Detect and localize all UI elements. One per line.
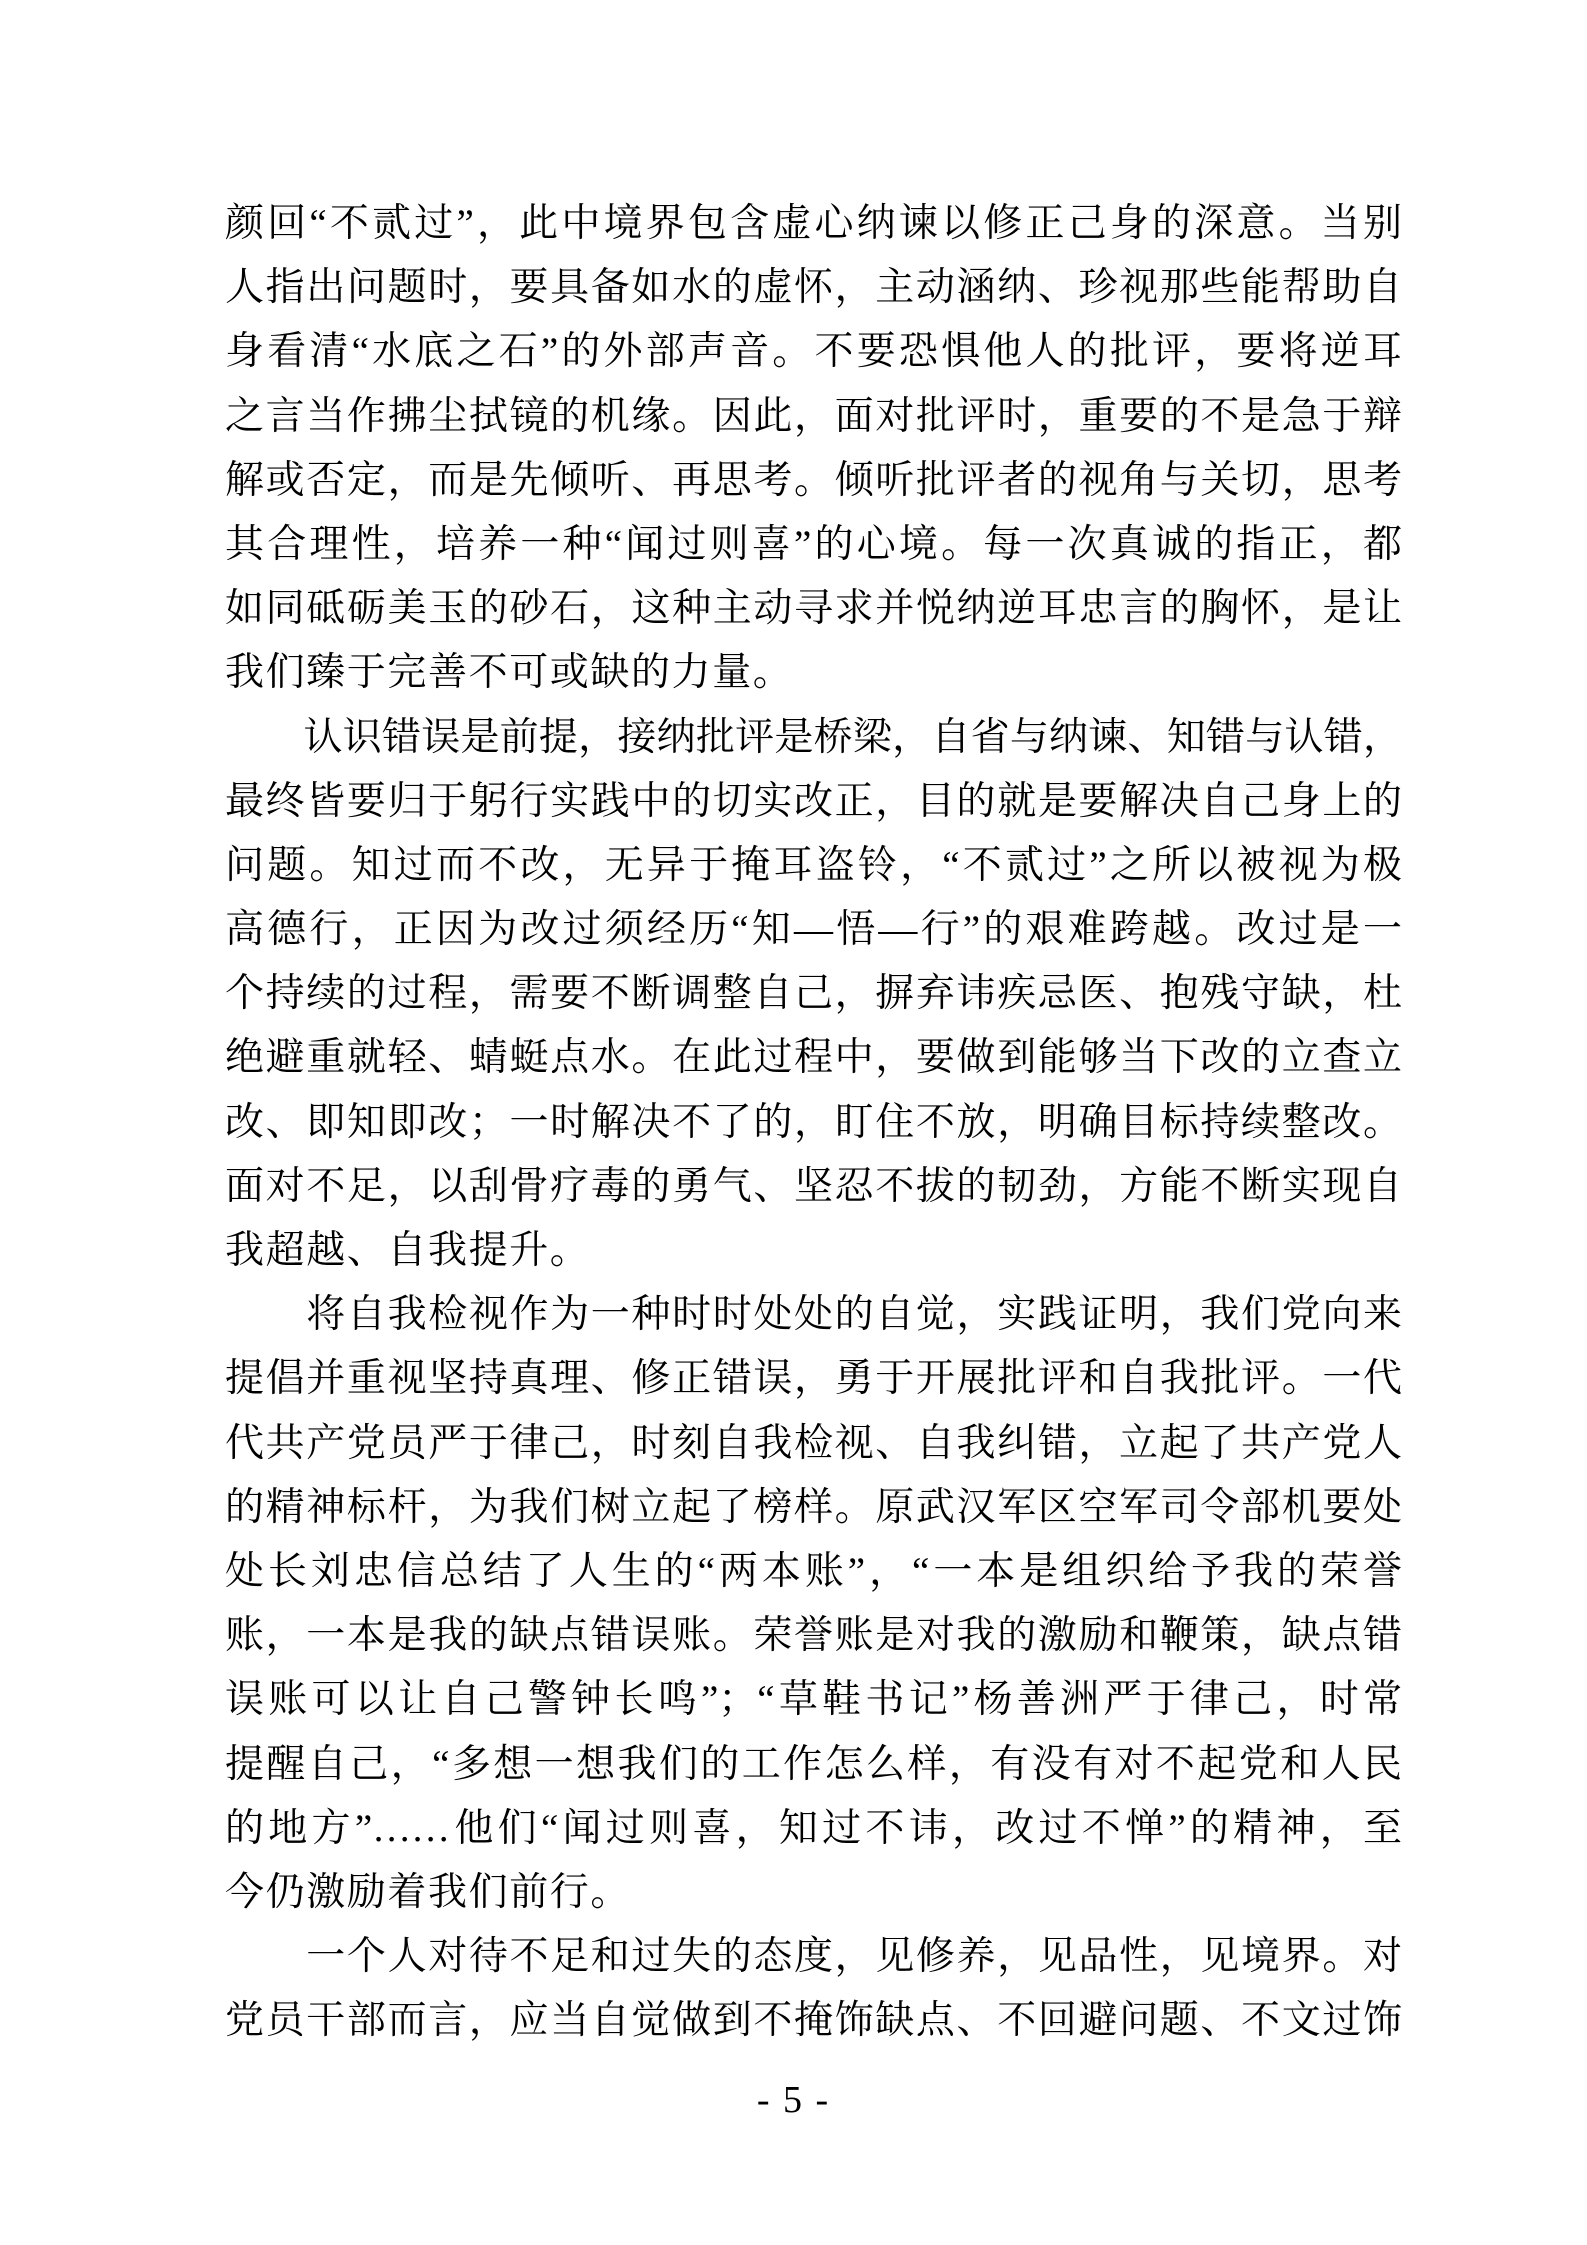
text-line: 如同砥砺美玉的砂石，这种主动寻求并悦纳逆耳忠言的胸怀，是让 [225,587,1402,631]
text-line: 我们臻于完善不可或缺的力量。 [225,651,794,695]
text-line: 之言当作拂尘拭镜的机缘。因此，面对批评时，重要的不是急于辩 [225,394,1402,438]
text-line: 代共产党员严于律己，时刻自我检视、自我纠错，立起了共产党人 [225,1421,1402,1465]
text-line: 账，一本是我的缺点错误账。荣誉账是对我的激励和鞭策，缺点错 [225,1614,1402,1658]
text-line: 误账可以让自己警钟长鸣”；“草鞋书记”杨善洲严于律己，时常 [225,1678,1402,1722]
text-line: 绝避重就轻、蜻蜓点水。在此过程中，要做到能够当下改的立查立 [225,1036,1402,1080]
text-line: 将自我检视作为一种时时处处的自觉，实践证明，我们党向来 [225,1293,1402,1337]
text-line: 问题。知过而不改，无异于掩耳盗铃，“不贰过”之所以被视为极 [225,843,1402,887]
text-line: 人指出问题时，要具备如水的虚怀，主动涵纳、珍视那些能帮助自 [225,266,1402,310]
text-line: 处长刘忠信总结了人生的“两本账”，“一本是组织给予我的荣誉 [225,1549,1402,1593]
text-line: 今仍激励着我们前行。 [225,1870,632,1914]
text-line: 个持续的过程，需要不断调整自己，摒弃讳疾忌医、抱残守缺，杜 [225,972,1402,1016]
text-line: 的精神标杆，为我们树立起了榜样。原武汉军区空军司令部机要处 [225,1485,1402,1529]
text-line: 颜回“不贰过”，此中境界包含虚心纳谏以修正己身的深意。当别 [225,202,1402,245]
text-line: 一个人对待不足和过失的态度，见修养，见品性，见境界。对 [225,1935,1402,1979]
text-line: 改、即知即改；一时解决不了的，盯住不放，明确目标持续整改。 [225,1100,1402,1144]
text-line: 最终皆要归于躬行实践中的切实改正，目的就是要解决自己身上的 [225,779,1402,823]
text-line: 其合理性，培养一种“闻过则喜”的心境。每一次真诚的指正，都 [225,522,1402,566]
page-number: - 5 - [756,2079,831,2121]
text-line: 面对不足，以刮骨疗毒的勇气、坚忍不拔的韧劲，方能不断实现自 [225,1164,1402,1208]
text-line: 身看清“水底之石”的外部声音。不要恐惧他人的批评，要将逆耳 [225,330,1402,374]
text-line: 党员干部而言，应当自觉做到不掩饰缺点、不回避问题、不文过饰 [225,1999,1402,2043]
text-line: 的地方”……他们“闻过则喜，知过不讳，改过不惮”的精神，至 [225,1806,1402,1850]
text-line: 我超越、自我提升。 [225,1229,591,1272]
text-line: 提醒自己，“多想一想我们的工作怎么样，有没有对不起党和人民 [225,1742,1402,1786]
text-line: 高德行，正因为改过须经历“知—悟—行”的艰难跨越。改过是一 [225,908,1402,952]
text-line: 提倡并重视坚持真理、修正错误，勇于开展批评和自我批评。一代 [225,1357,1402,1401]
text-line: 解或否定，而是先倾听、再思考。倾听批评者的视角与关切，思考 [225,458,1402,502]
text-line: 认识错误是前提，接纳批评是桥梁，自省与纳谏、知错与认错， [225,715,1402,759]
document-body [225,192,1402,2053]
